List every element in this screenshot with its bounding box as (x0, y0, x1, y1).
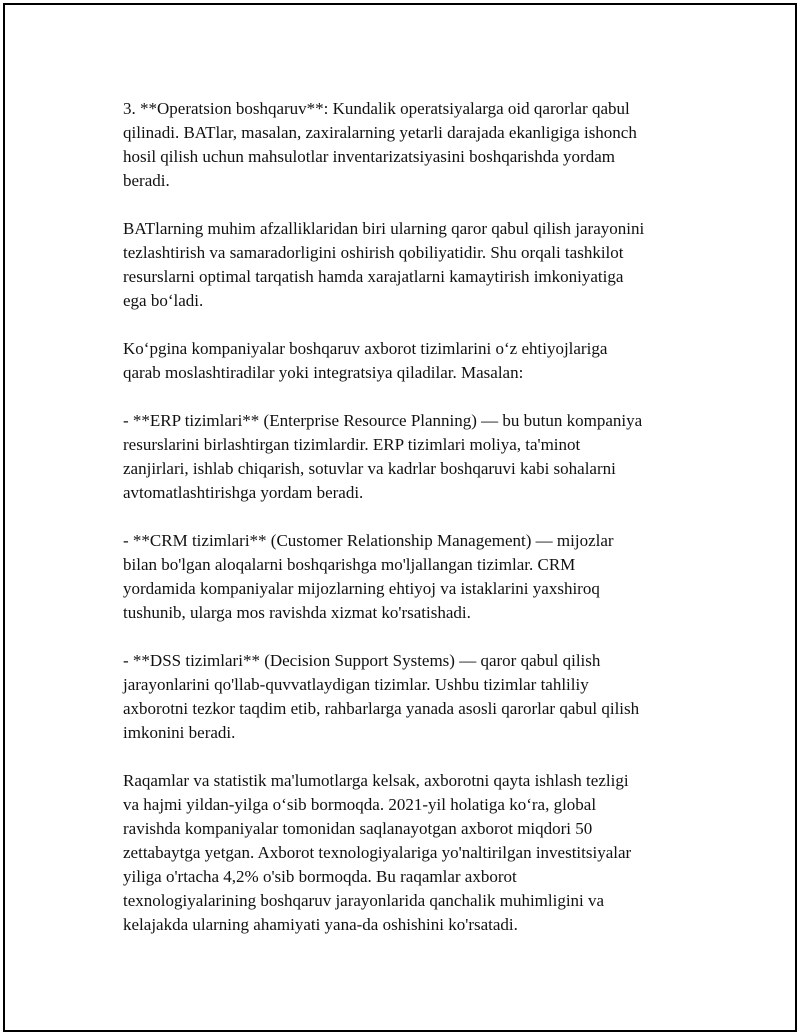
text-line: Raqamlar va statistik ma'lumotlarga kelsak, axborotni qayta ishlash tezligi (123, 771, 629, 790)
text-line: texnologiyalarining boshqaruv jarayonlarida qanchalik muhimligini va (123, 891, 605, 910)
list-item-crm (123, 529, 703, 625)
text-line: resurslarni optimal tarqatish hamda xarajatlarni kamaytirish imkoniyatiga (123, 267, 624, 286)
text-line: yordamida kompaniyalar mijozlarning ehtiyoj va istaklarini yaxshiroq (123, 579, 600, 598)
text-line: resurslarini birlashtirgan tizimlardir. ERP tizimlari moliya, ta'minot (123, 435, 581, 454)
text-line: imkonini beradi. (123, 723, 236, 742)
text-line: hosil qilish uchun mahsulotlar inventarizatsiyasini boshqarishda yordam (123, 147, 615, 166)
text-line: avtomatlashtirishga yordam beradi. (123, 483, 364, 502)
paragraph-statistics (123, 769, 703, 937)
paragraph-operational-management (123, 97, 703, 193)
text-line: ravishda kompaniyalar tomonidan saqlanayotgan axborot miqdori 50 (123, 819, 593, 838)
text-line: - **CRM tizimlari** (Customer Relationship Management) — mijozlar (123, 531, 614, 550)
text-line: va hajmi yildan-yilga o‘sib bormoqda. 2021-yil holatiga ko‘ra, global (123, 795, 597, 814)
text-line: qilinadi. BATlar, masalan, zaxiralarning yetarli darajada ekanligiga ishonch (123, 123, 637, 142)
text-line: bilan bo'lgan aloqalarni boshqarishga mo'ljallangan tizimlar. CRM (123, 555, 576, 574)
text-line: kelajakda ularning ahamiyati yana-da oshishini ko'rsatadi. (123, 915, 518, 934)
page-frame (3, 3, 797, 1032)
text-line: Ko‘pgina kompaniyalar boshqaruv axborot tizimlarini o‘z ehtiyojlariga (123, 339, 608, 358)
text-line: yiliga o'rtacha 4,2% o'sib bormoqda. Bu raqamlar axborot (123, 867, 517, 886)
text-line: - **DSS tizimlari** (Decision Support Systems) — qaror qabul qilish (123, 651, 601, 670)
list-item-dss (123, 649, 703, 745)
text-line: 3. **Operatsion boshqaruv**: Kundalik operatsiyalarga oid qarorlar qabul (123, 99, 630, 118)
paragraph-companies-intro (123, 337, 703, 385)
text-line: beradi. (123, 171, 170, 190)
text-line: zettabaytga yetgan. Axborot texnologiyalariga yo'naltirilgan investitsiyalar (123, 843, 632, 862)
text-line: jarayonlarini qo'llab-quvvatlaydigan tizimlar. Ushbu tizimlar tahliliy (123, 675, 589, 694)
list-item-erp (123, 409, 703, 505)
text-line: zanjirlari, ishlab chiqarish, sotuvlar va kadrlar boshqaruvi kabi sohalarni (123, 459, 616, 478)
text-line: - **ERP tizimlari** (Enterprise Resource Planning) — bu butun kompaniya (123, 411, 643, 430)
document-body (123, 97, 703, 961)
text-line: BATlarning muhim afzalliklaridan biri ularning qaror qabul qilish jarayonini (123, 219, 645, 238)
text-line: tezlashtirish va samaradorligini oshirish qobiliyatidir. Shu orqali tashkilot (123, 243, 624, 262)
text-line: qarab moslashtiradilar yoki integratsiya qiladilar. Masalan: (123, 363, 524, 382)
text-line: ega bo‘ladi. (123, 291, 204, 310)
text-line: tushunib, ularga mos ravishda xizmat ko'rsatishadi. (123, 603, 471, 622)
paragraph-key-advantage (123, 217, 703, 313)
text-line: axborotni tezkor taqdim etib, rahbarlarga yanada asosli qarorlar qabul qilish (123, 699, 640, 718)
